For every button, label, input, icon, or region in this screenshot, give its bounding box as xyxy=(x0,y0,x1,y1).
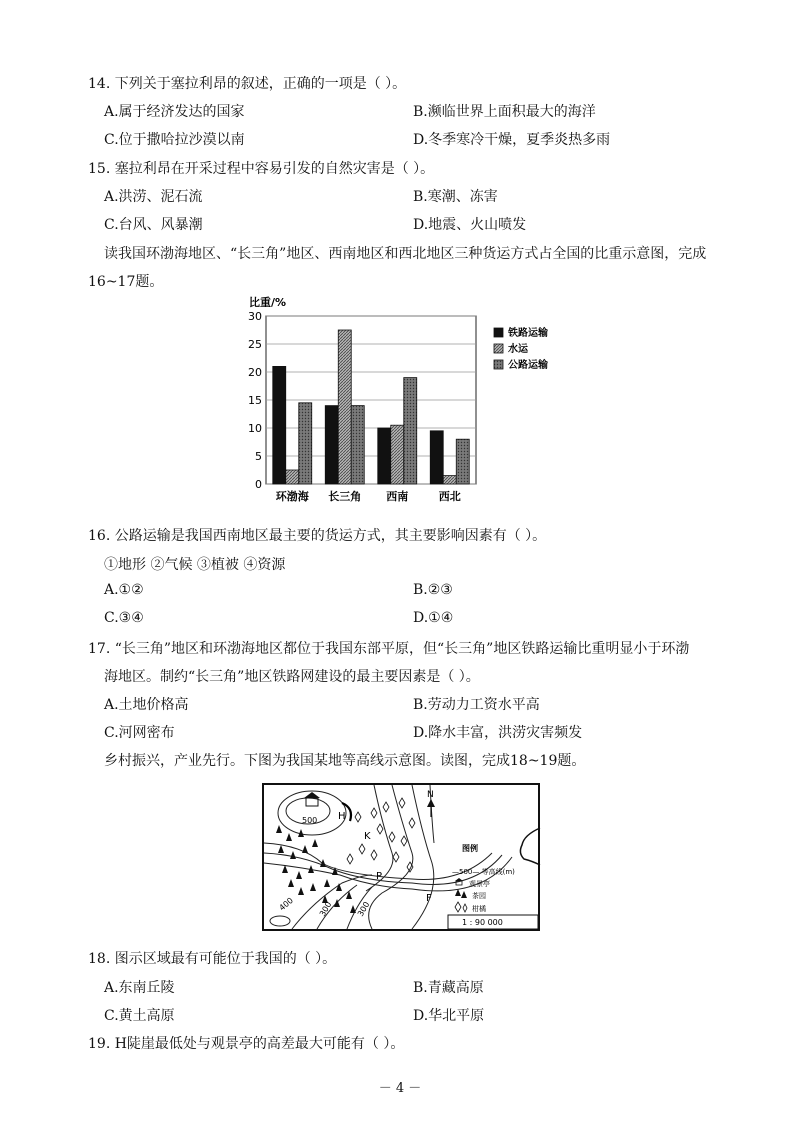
legend-pavilion: 观景亭 xyxy=(469,880,490,888)
q16-option-d: D.①④ xyxy=(413,610,454,626)
label-f: F xyxy=(426,893,432,904)
y-tick-label: 5 xyxy=(255,450,262,463)
y-tick-label: 20 xyxy=(248,366,262,379)
q16-option-b: B.②③ xyxy=(413,582,453,598)
legend-orange: 柑橘 xyxy=(472,905,486,913)
bar-0-1 xyxy=(286,470,299,484)
q15-option-c: C.台风、风暴潮 xyxy=(104,217,203,233)
bar-3-1 xyxy=(443,476,456,484)
contour-label-500: 500 xyxy=(302,816,318,825)
q17-stem-line1: 17. “长三角”地区和环渤海地区都位于我国东部平原，但“长三角”地区铁路运输比重明显小于环渤 xyxy=(88,641,690,657)
q16-option-a: A.①② xyxy=(104,582,144,598)
q16-option-c: C.③④ xyxy=(104,610,144,626)
y-tick-label: 0 xyxy=(255,478,262,491)
bar-0-2 xyxy=(299,403,312,484)
freight-bar-chart xyxy=(244,288,564,512)
page-number: － 4 － xyxy=(378,1081,422,1096)
q16-items: ①地形 ②气候 ③植被 ④资源 xyxy=(104,557,286,573)
contour-label-300b: 300 xyxy=(355,900,372,918)
q15-option-d: D.地震、火山喷发 xyxy=(413,217,527,233)
contour-label-300a: 300 xyxy=(317,900,334,918)
q17-stem-line2: 海地区。制约“长三角”地区铁路网建设的最主要因素是（ ）。 xyxy=(104,669,480,685)
q18-option-c: C.黄土高原 xyxy=(104,1008,175,1024)
x-tick-label: 西北 xyxy=(438,490,461,503)
label-h: H xyxy=(338,811,346,822)
q18-option-b: B.青藏高原 xyxy=(413,980,484,996)
y-tick-label: 30 xyxy=(248,310,262,323)
intro-18-19: 乡村振兴，产业先行。下图为我国某地等高线示意图。读图，完成18~19题。 xyxy=(104,753,586,769)
legend-title: 图例 xyxy=(462,844,478,853)
legend-swatch-1 xyxy=(494,344,503,353)
q14-stem: 14. 下列关于塞拉利昂的叙述，正确的一项是（ ）。 xyxy=(88,76,407,92)
bar-3-2 xyxy=(456,439,469,484)
q15-option-b: B.寒潮、冻害 xyxy=(413,189,498,205)
q19-stem: 19. H陡崖最低处与观景亭的高差最大可能有（ ）。 xyxy=(88,1036,405,1052)
legend-label-0: 铁路运输 xyxy=(508,328,548,339)
y-tick-label: 10 xyxy=(248,422,262,435)
bar-2-0 xyxy=(378,428,391,484)
y-tick-label: 15 xyxy=(248,394,262,407)
chart-ylabel: 比重/% xyxy=(249,296,287,309)
map-scale: 1 : 90 000 xyxy=(462,918,503,927)
x-tick-label: 长三角 xyxy=(328,490,362,503)
q17-option-b: B.劳动力工资水平高 xyxy=(413,697,540,713)
q17-option-d: D.降水丰富，洪涝灾害频发 xyxy=(413,725,583,741)
q14-option-b: B.濒临世界上面积最大的海洋 xyxy=(413,104,596,120)
legend-label-2: 公路运输 xyxy=(508,360,548,371)
bar-1-1 xyxy=(338,330,351,484)
label-p: P xyxy=(376,871,383,882)
intro-16-17-line1: 读我国环渤海地区、“长三角”地区、西南地区和西北地区三种货运方式占全国的比重示意图，完成 xyxy=(104,246,707,262)
legend-label-1: 水运 xyxy=(508,344,528,355)
bar-1-0 xyxy=(325,406,338,484)
q18-option-a: A.东南丘陵 xyxy=(104,980,175,996)
q18-stem: 18. 图示区域最有可能位于我国的（ ）。 xyxy=(88,951,337,967)
legend-swatch-0 xyxy=(494,328,503,337)
bar-0-0 xyxy=(273,366,286,484)
legend-swatch-2 xyxy=(494,360,503,369)
x-tick-label: 环渤海 xyxy=(275,490,309,503)
label-k: K xyxy=(364,831,371,842)
q15-option-a: A.洪涝、泥石流 xyxy=(104,189,203,205)
q18-option-d: D.华北平原 xyxy=(413,1008,485,1024)
y-tick-label: 25 xyxy=(248,338,262,351)
q16-stem: 16. 公路运输是我国西南地区最主要的货运方式，其主要影响因素有（ ）。 xyxy=(88,528,547,544)
svg-text:N: N xyxy=(427,790,434,800)
legend-tea: 茶园 xyxy=(472,892,486,900)
intro-16-17-line2: 16~17题。 xyxy=(88,274,164,290)
bar-2-1 xyxy=(391,425,404,484)
contour-map xyxy=(262,783,548,931)
legend-contour: —500— 等高线(m) xyxy=(452,868,515,876)
q17-option-c: C.河网密布 xyxy=(104,725,175,741)
q14-option-d: D.冬季寒冷干燥，夏季炎热多雨 xyxy=(413,132,611,148)
bar-1-2 xyxy=(351,406,364,484)
x-tick-label: 西南 xyxy=(386,490,409,503)
q17-option-a: A.土地价格高 xyxy=(104,697,189,713)
q15-stem: 15. 塞拉利昂在开采过程中容易引发的自然灾害是（ ）。 xyxy=(88,161,435,177)
bar-2-2 xyxy=(404,378,417,484)
contour-label-400: 400 xyxy=(277,895,295,913)
q14-option-c: C.位于撒哈拉沙漠以南 xyxy=(104,132,245,148)
q14-option-a: A.属于经济发达的国家 xyxy=(104,104,245,120)
bar-3-0 xyxy=(430,431,443,484)
